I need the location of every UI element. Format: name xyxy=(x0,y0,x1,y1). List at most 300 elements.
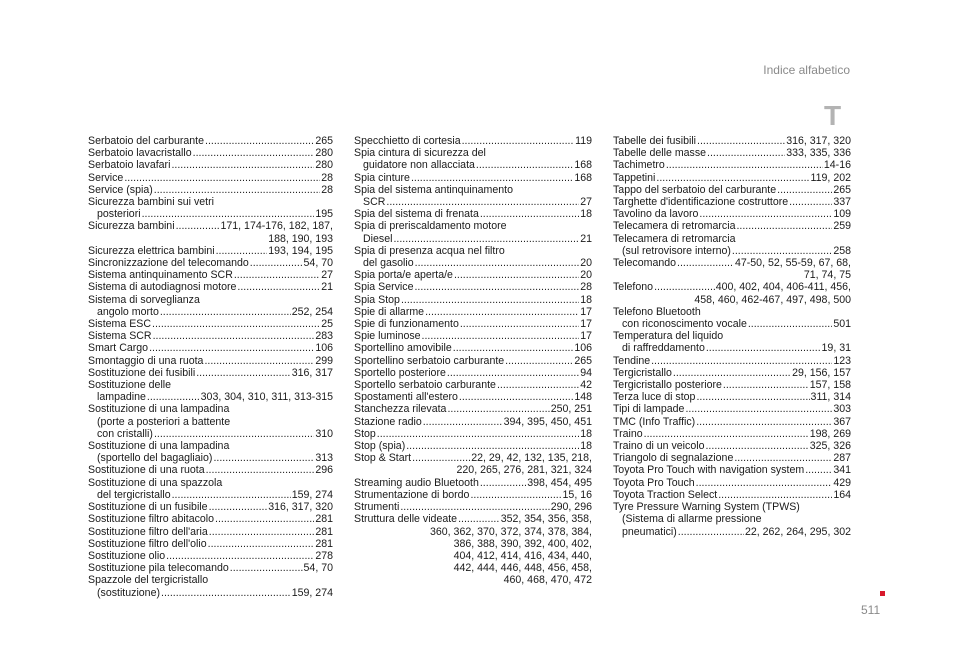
index-entry xyxy=(354,172,592,184)
index-term: Sostituzione di una lampadina xyxy=(88,403,230,416)
index-entry-line xyxy=(354,306,592,318)
index-term: Temperatura del liquido xyxy=(613,330,724,343)
dot-leader xyxy=(777,184,832,196)
dot-leader xyxy=(172,489,291,501)
index-term: del tergicristallo xyxy=(97,488,171,501)
index-entry-line xyxy=(354,391,592,403)
index-entry-pages-continued: 458, 460, 462-467, 497, 498, 500 xyxy=(694,293,851,306)
index-term: Toyota Traction Select xyxy=(613,488,718,501)
index-term: Streaming audio Bluetooth xyxy=(354,476,479,489)
index-page-numbers: 501 xyxy=(833,318,851,331)
index-term: Spia porta/e aperta/e xyxy=(354,269,453,282)
dot-leader xyxy=(393,233,579,245)
index-page-numbers: 316, 317, 320 xyxy=(786,135,851,147)
dot-leader xyxy=(377,428,579,440)
index-term: Specchietto di cortesia xyxy=(354,135,461,147)
index-term: Toyota Pro Touch with navigation system xyxy=(613,464,805,477)
index-entry-pages-continued: 386, 388, 390, 392, 400, 402, xyxy=(453,537,592,550)
index-term: lampadine xyxy=(97,391,146,404)
dot-leader xyxy=(250,257,303,269)
index-entry-line xyxy=(88,257,333,269)
index-page-numbers: 159, 274 xyxy=(291,488,333,501)
index-entry-line xyxy=(613,172,851,184)
index-page-numbers: 252, 254 xyxy=(291,305,333,318)
index-page-numbers: 159, 274 xyxy=(291,586,333,599)
index-term: Sostituzione di una ruota xyxy=(88,464,205,477)
index-term: Stop xyxy=(354,427,376,440)
index-entry-line xyxy=(354,281,592,293)
index-term: Tavolino da lavoro xyxy=(613,208,699,221)
index-term: Telefono xyxy=(613,281,654,294)
index-entry xyxy=(613,172,851,184)
index-page-numbers: 168 xyxy=(574,159,592,172)
index-entry xyxy=(613,233,851,257)
dot-leader xyxy=(422,330,580,342)
index-entry xyxy=(354,416,592,428)
index-entry-line xyxy=(613,391,851,403)
index-term: Spia cintura di sicurezza del xyxy=(354,147,486,160)
index-page-numbers: 18 xyxy=(580,440,592,453)
dot-leader xyxy=(171,159,314,171)
index-page-numbers: 14-16 xyxy=(823,159,851,172)
dot-leader xyxy=(415,257,580,269)
dot-leader xyxy=(204,355,314,367)
dot-leader xyxy=(707,147,785,159)
index-entry-pages-continued: 442, 444, 446, 448, 456, 458, xyxy=(453,562,592,575)
dot-leader xyxy=(400,501,549,513)
index-entry-line xyxy=(88,269,333,281)
index-page-numbers: 119, 202 xyxy=(810,171,851,184)
index-page-numbers: 281 xyxy=(315,513,333,526)
index-page-numbers: 164 xyxy=(833,488,851,501)
index-entry-pages-continued: 360, 362, 370, 372, 374, 378, 384, xyxy=(430,525,592,538)
index-entry-line xyxy=(354,403,592,415)
dot-leader xyxy=(209,526,315,538)
index-term: Spia del sistema antinquinamento xyxy=(354,183,514,196)
index-entry-line xyxy=(354,428,592,440)
index-page-numbers: 22, 29, 42, 132, 135, 218, xyxy=(471,452,592,465)
dot-leader xyxy=(425,306,579,318)
index-page-numbers: 28 xyxy=(580,281,592,294)
index-entry-line xyxy=(88,281,333,293)
index-entry xyxy=(354,403,592,415)
index-page-numbers: 54, 70 xyxy=(303,257,333,270)
index-entry xyxy=(354,330,592,342)
index-entry-line xyxy=(354,233,592,245)
index-entry-line xyxy=(88,428,333,440)
index-entry-line xyxy=(354,172,592,184)
index-term: Sistema SCR xyxy=(88,330,152,343)
index-entry-pages-continued: 460, 468, 470, 472 xyxy=(503,574,592,587)
index-term: Strumentazione di bordo xyxy=(354,488,470,501)
index-page-numbers: 296 xyxy=(315,464,333,477)
index-term: Sostituzione di un fusibile xyxy=(88,501,208,514)
index-entry xyxy=(613,184,851,196)
index-entry-line xyxy=(613,416,851,428)
dot-leader xyxy=(460,318,579,330)
index-entry xyxy=(613,159,851,171)
index-term: Sicurezza bambini xyxy=(88,220,175,233)
index-entry xyxy=(88,403,333,440)
dot-leader xyxy=(723,379,809,391)
index-page-numbers: 18 xyxy=(580,427,592,440)
index-term: Stanchezza rilevata xyxy=(354,403,447,416)
index-term: con cristalli) xyxy=(97,427,153,440)
index-page-numbers: 313 xyxy=(315,452,333,465)
index-term: (sul retrovisore interno) xyxy=(622,244,731,257)
index-page-numbers: 18 xyxy=(580,293,592,306)
index-entry xyxy=(88,355,333,367)
index-term: Serbatoio lavafari xyxy=(88,159,171,172)
index-page-numbers: 316, 317 xyxy=(291,366,333,379)
dot-leader xyxy=(458,513,500,525)
index-term: Tabelle delle masse xyxy=(613,147,707,160)
index-entry-pages-continued: 188, 190, 193 xyxy=(268,232,333,245)
dot-leader xyxy=(476,159,573,171)
index-page-numbers: 42 xyxy=(580,379,592,392)
index-entry xyxy=(613,330,851,354)
dot-leader xyxy=(696,477,833,489)
index-entry xyxy=(88,330,333,342)
index-entry-line xyxy=(88,513,333,525)
index-entry-line xyxy=(88,159,333,171)
index-entry xyxy=(613,452,851,464)
index-page-numbers: 316, 317, 320 xyxy=(268,501,333,514)
index-page-numbers: 54, 70 xyxy=(303,562,333,575)
index-page-numbers: 94 xyxy=(580,366,592,379)
red-square-marker xyxy=(880,591,885,596)
index-entry xyxy=(88,220,333,244)
index-term: Spie di funzionamento xyxy=(354,318,459,331)
index-entry xyxy=(354,306,592,318)
index-term: Tergicristallo xyxy=(613,366,672,379)
index-page-numbers: 106 xyxy=(315,342,333,355)
index-page-numbers: 280 xyxy=(315,159,333,172)
index-term: Sostituzione filtro abitacolo xyxy=(88,513,215,526)
index-entry xyxy=(354,208,592,220)
index-page-numbers: 17 xyxy=(580,305,592,318)
index-page-numbers: 281 xyxy=(315,525,333,538)
index-term: Telecamera di retromarcia xyxy=(613,232,736,245)
index-page-numbers: 27 xyxy=(580,196,592,209)
dot-leader xyxy=(696,391,809,403)
index-page-numbers: 333, 335, 336 xyxy=(786,147,851,160)
index-entry-line xyxy=(613,367,851,379)
index-entry-line xyxy=(88,464,333,476)
index-entry-line xyxy=(354,159,592,171)
dot-leader xyxy=(216,245,268,257)
index-term: Service xyxy=(88,171,124,184)
dot-leader xyxy=(205,135,314,147)
index-term: Triangolo di segnalazione xyxy=(613,452,734,465)
dot-leader xyxy=(412,452,470,464)
index-term: Telecomando xyxy=(613,257,677,270)
index-page-numbers: 394, 395, 450, 451 xyxy=(503,415,592,428)
dot-leader xyxy=(685,403,832,415)
index-column-1 xyxy=(88,135,333,599)
index-term: Spie luminose xyxy=(354,330,421,343)
index-entry xyxy=(613,489,851,501)
index-term: Sostituzione delle xyxy=(88,379,172,392)
index-entry-line xyxy=(88,452,333,464)
index-entry xyxy=(88,367,333,379)
index-entry-line xyxy=(88,147,333,159)
index-term: TMC (Info Traffic) xyxy=(613,415,696,428)
dot-leader xyxy=(160,306,291,318)
index-term: Spia di preriscaldamento motore xyxy=(354,220,507,233)
index-entry-line xyxy=(88,330,333,342)
index-page-numbers: 20 xyxy=(580,269,592,282)
index-term: Stop (spia) xyxy=(354,440,406,453)
index-page-numbers: 148 xyxy=(574,391,592,404)
index-page-numbers: 17 xyxy=(580,318,592,331)
index-page-numbers: 283 xyxy=(315,330,333,343)
index-entry xyxy=(88,562,333,574)
index-term: Spie di allarme xyxy=(354,305,425,318)
index-entry xyxy=(88,440,333,464)
dot-leader xyxy=(411,172,573,184)
index-entry-line xyxy=(613,440,851,452)
index-page-numbers: 352, 354, 356, 358, xyxy=(500,513,592,526)
index-term: Targhette d'identificazione costruttore xyxy=(613,196,789,209)
index-term: Telecamera di retromarcia xyxy=(613,220,736,233)
index-entry-line xyxy=(354,318,592,330)
index-entry xyxy=(354,184,592,208)
dot-leader xyxy=(480,208,579,220)
dot-leader xyxy=(789,196,832,208)
index-term: Sostituzione di una lampadina xyxy=(88,440,230,453)
index-term: del gasolio xyxy=(363,257,414,270)
dot-leader xyxy=(196,367,291,379)
index-term: Struttura delle videate xyxy=(354,513,458,526)
index-entry xyxy=(613,135,851,147)
dot-leader xyxy=(124,172,320,184)
index-entry-line xyxy=(354,501,592,513)
index-entry-pages-continued: 71, 74, 75 xyxy=(803,269,851,282)
index-entry xyxy=(354,245,592,269)
index-entry-line xyxy=(613,489,851,501)
index-entry-line xyxy=(88,538,333,550)
index-page-numbers: 171, 174-176, 182, 187, xyxy=(220,220,333,233)
index-page-numbers: 21 xyxy=(321,281,333,294)
index-entry-line xyxy=(354,416,592,428)
index-entry-line xyxy=(88,562,333,574)
index-entry-line xyxy=(88,550,333,562)
index-entry xyxy=(613,428,851,440)
index-entry xyxy=(613,403,851,415)
index-term: Stazione radio xyxy=(354,415,422,428)
index-term: guidatore non allacciata xyxy=(363,159,475,172)
dot-leader xyxy=(423,416,503,428)
index-entry-line xyxy=(354,477,592,489)
index-page-numbers: 265 xyxy=(315,135,333,147)
index-page-numbers: 341 xyxy=(833,464,851,477)
index-entry-line xyxy=(88,501,333,513)
index-term: Sistema ESC xyxy=(88,318,151,331)
dot-leader xyxy=(651,355,832,367)
index-page-numbers: 367 xyxy=(833,415,851,428)
index-term: Stop & Start xyxy=(354,452,412,465)
index-entry-line xyxy=(613,184,851,196)
dot-leader xyxy=(453,342,574,354)
index-entry xyxy=(88,379,333,403)
index-entry-line xyxy=(88,342,333,354)
index-entry-line xyxy=(88,587,333,599)
index-entry-line xyxy=(88,391,333,403)
index-entry-line xyxy=(354,135,592,147)
index-entry xyxy=(354,489,592,501)
index-entry-line xyxy=(354,196,592,208)
index-column-2 xyxy=(354,135,592,587)
section-header: Indice alfabetico xyxy=(763,63,850,77)
index-page-numbers: 195 xyxy=(315,208,333,221)
index-entry xyxy=(88,342,333,354)
dot-leader xyxy=(230,562,303,574)
index-term: pneumatici) xyxy=(622,525,677,538)
index-term: Toyota Pro Touch xyxy=(613,476,695,489)
index-term: Sostituzione dei fusibili xyxy=(88,366,196,379)
index-page-numbers: 400, 402, 404, 406-411, 456, xyxy=(715,281,851,294)
index-entry-line xyxy=(354,269,592,281)
index-entry-line xyxy=(613,464,851,476)
index-term: Sostituzione olio xyxy=(88,549,166,562)
index-entry xyxy=(88,135,333,147)
dot-leader xyxy=(234,269,320,281)
index-entry-line xyxy=(613,220,851,232)
index-term: Sicurezza elettrica bambini xyxy=(88,244,215,257)
dot-leader xyxy=(718,489,832,501)
index-entry xyxy=(88,538,333,550)
index-entry xyxy=(354,318,592,330)
index-entry xyxy=(88,501,333,513)
dot-leader xyxy=(153,330,315,342)
dot-leader xyxy=(732,245,832,257)
index-term: Sportello serbatoio carburante xyxy=(354,379,496,392)
dot-leader xyxy=(454,269,579,281)
dot-leader xyxy=(208,538,315,550)
index-page-numbers: 15, 16 xyxy=(562,488,592,501)
index-column-3 xyxy=(613,135,851,538)
index-entry xyxy=(88,513,333,525)
index-term: Sportellino serbatoio carburante xyxy=(354,354,505,367)
index-term: Sistema antinquinamento SCR xyxy=(88,269,233,282)
index-entry-line xyxy=(354,208,592,220)
index-entry-line xyxy=(613,318,851,330)
index-entry-line xyxy=(88,135,333,147)
index-page-numbers: 20 xyxy=(580,257,592,270)
dot-leader xyxy=(213,452,314,464)
index-page-numbers: 28 xyxy=(321,183,333,196)
dot-leader xyxy=(678,526,744,538)
index-entry-line xyxy=(88,172,333,184)
index-page-numbers: 157, 158 xyxy=(809,379,851,392)
index-entry xyxy=(354,428,592,440)
index-page-numbers: 109 xyxy=(833,208,851,221)
dot-leader xyxy=(447,367,579,379)
dot-leader xyxy=(147,391,200,403)
index-term: Sicurezza bambini sui vetri xyxy=(88,196,214,209)
index-term: Sistema di sorveglianza xyxy=(88,293,200,306)
index-entry xyxy=(354,342,592,354)
index-page-numbers: 258 xyxy=(833,244,851,257)
dot-leader xyxy=(805,464,832,476)
index-entry-line xyxy=(613,355,851,367)
dot-leader xyxy=(142,208,315,220)
index-term: Smart Cargo xyxy=(88,342,149,355)
index-page-numbers: 398, 454, 495 xyxy=(527,476,592,489)
index-term: posteriori xyxy=(97,208,141,221)
index-entry xyxy=(613,391,851,403)
index-entry-line xyxy=(613,257,851,269)
index-entry-line xyxy=(354,513,592,525)
index-entry xyxy=(354,452,592,476)
index-term: Sportello posteriore xyxy=(354,366,446,379)
dot-leader xyxy=(161,587,291,599)
index-entry xyxy=(88,477,333,501)
index-page-numbers: 27 xyxy=(321,269,333,282)
dot-leader xyxy=(206,464,315,476)
index-page-numbers: 259 xyxy=(833,220,851,233)
dot-leader xyxy=(497,379,579,391)
index-entry xyxy=(88,184,333,196)
dot-leader xyxy=(386,196,579,208)
index-entry xyxy=(88,172,333,184)
index-page-numbers: 281 xyxy=(315,537,333,550)
dot-leader xyxy=(697,135,785,147)
index-page-numbers: 265 xyxy=(833,183,851,196)
index-entry xyxy=(354,440,592,452)
index-entry-line xyxy=(613,526,851,538)
index-page-numbers: 19, 31 xyxy=(821,342,851,355)
index-term: Spazzole del tergicristallo xyxy=(88,574,209,587)
index-term: Traino xyxy=(613,427,643,440)
index-entry-line xyxy=(88,306,333,318)
index-entry-line xyxy=(354,257,592,269)
index-page-numbers: 290, 296 xyxy=(550,501,592,514)
index-term: Spia cinture xyxy=(354,171,410,184)
index-entry xyxy=(613,440,851,452)
index-term: Diesel xyxy=(363,232,393,245)
index-page-numbers: 325, 326 xyxy=(809,440,851,453)
dot-leader xyxy=(406,440,579,452)
index-term: Traino di un veicolo xyxy=(613,440,705,453)
dot-leader xyxy=(505,355,573,367)
index-entry xyxy=(88,269,333,281)
index-term: Sostituzione filtro dell'olio xyxy=(88,537,207,550)
index-term: Tachimetro xyxy=(613,159,665,172)
index-entry-line xyxy=(613,196,851,208)
index-entry xyxy=(613,501,851,538)
index-entry xyxy=(354,135,592,147)
index-page-numbers: 299 xyxy=(315,354,333,367)
dot-leader xyxy=(154,428,314,440)
dot-leader xyxy=(193,147,315,159)
index-entry xyxy=(88,574,333,598)
index-entry-line xyxy=(88,355,333,367)
index-entry xyxy=(88,294,333,318)
index-term: Telefono Bluetooth xyxy=(613,305,701,318)
index-term: Tyre Pressure Warning System (TPWS) xyxy=(613,501,800,514)
index-entry-line xyxy=(88,220,333,232)
dot-leader xyxy=(470,489,561,501)
index-entry xyxy=(354,269,592,281)
index-term: Terza luce di stop xyxy=(613,391,696,404)
index-entry xyxy=(354,355,592,367)
index-page-numbers: 303 xyxy=(833,403,851,416)
index-entry-line xyxy=(613,281,851,293)
index-entry-line xyxy=(354,294,592,306)
index-term: di raffreddamento xyxy=(622,342,705,355)
